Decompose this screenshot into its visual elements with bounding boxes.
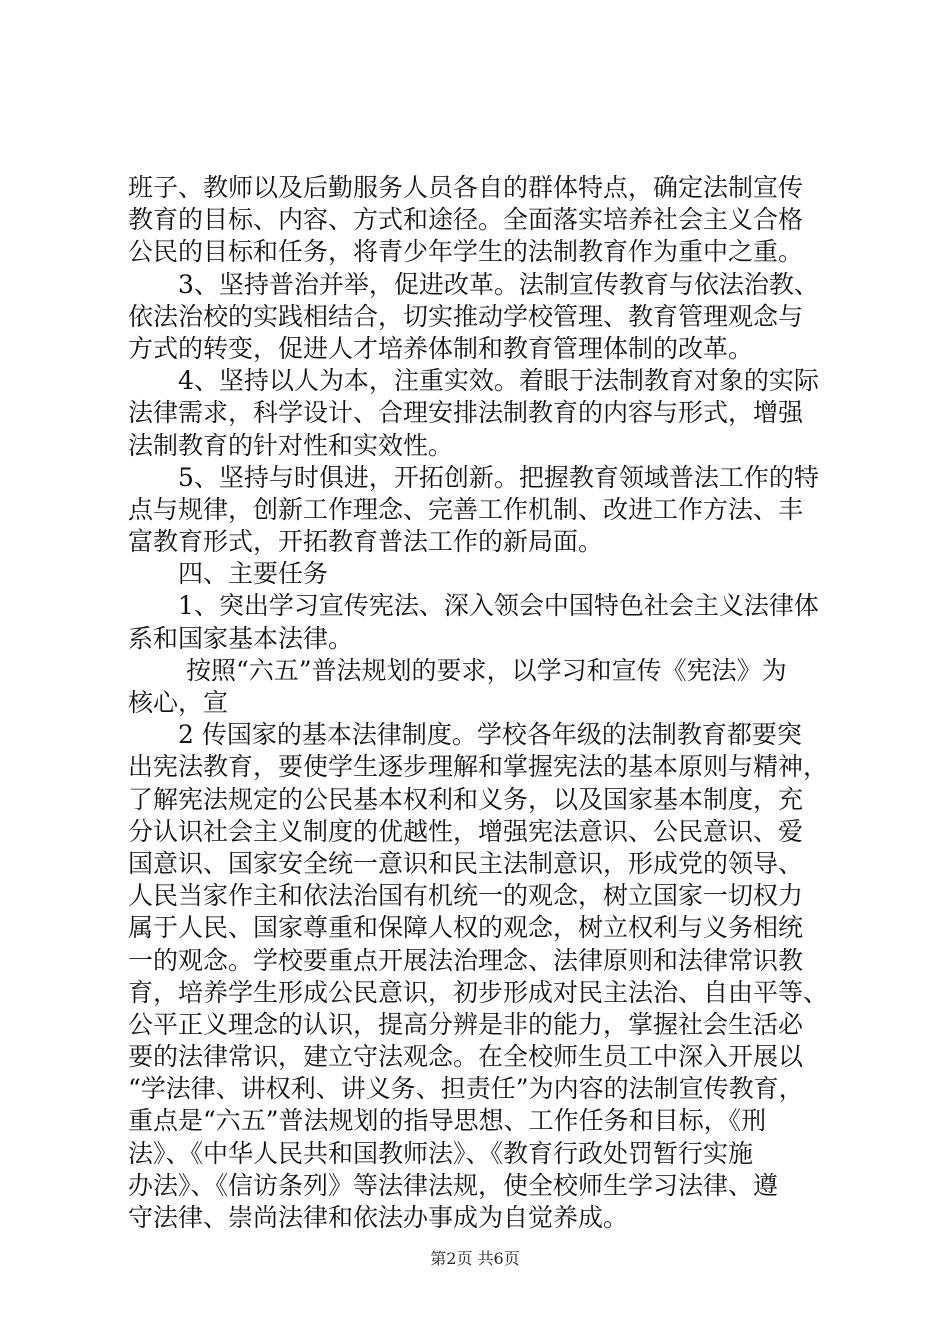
text-line: 公平正义理念的认识，提高分辨是非的能力，掌握社会生活必 (128, 1009, 804, 1039)
text-line: 富教育形式，开拓教育普法工作的新局面。 (128, 527, 604, 557)
section-heading: 四、主要任务 (178, 559, 329, 589)
text-line: 按照“六五”普法规划的要求，以学习和宣传《宪法》为 (186, 655, 787, 685)
text-line: 教育的目标、内容、方式和途径。全面落实培养社会主义合格 (128, 205, 804, 235)
text-line: 育，培养学生形成公民意识，初步形成对民主法治、自由平等、 (128, 977, 829, 1007)
text-line: 守法律、崇尚法律和依法办事成为自觉养成。 (128, 1203, 629, 1232)
text-line: 了解宪法规定的公民基本权利和义务，以及国家基本制度，充 (128, 784, 804, 814)
text-line: 人民当家作主和依法治国有机统一的观念，树立国家一切权力 (128, 881, 804, 911)
text-line: 班子、教师以及后勤服务人员各自的群体特点，确定法制宣传 (128, 173, 804, 202)
text-line: 3、坚持普治并举，促进改革。法制宣传教育与依法治教、 (178, 269, 819, 299)
text-line: 法制教育的针对性和实效性。 (128, 430, 454, 460)
text-line: 法律需求，科学设计、合理安排法制教育的内容与形式，增强 (128, 398, 804, 428)
text-line: 办法》、《信访条列》等法律法规，使全校师生学习法律、遵 (128, 1170, 779, 1200)
text-line: 法》、《中华人民共和国教师法》、《教育行政处罚暂行实施 (128, 1138, 754, 1168)
text-line: 国意识、国家安全统一意识和民主法制意识，形成党的领导、 (128, 848, 804, 878)
text-line: 点与规律，创新工作理念、完善工作机制、改进工作方法、丰 (128, 494, 804, 524)
text-line: “学法律、讲权利、讲义务、担责任”为内容的法制宣传教育， (128, 1074, 804, 1104)
text-line: 属于人民、国家尊重和保障人权的观念，树立权利与义务相统 (128, 913, 804, 943)
text-line: 5、坚持与时俱进，开拓创新。把握教育领域普法工作的特 (178, 462, 819, 492)
text-line: 系和国家基本法律。 (128, 623, 354, 653)
text-line: 公民的目标和任务，将青少年学生的法制教育作为重中之重。 (128, 237, 804, 267)
body-text (128, 172, 828, 1234)
text-line: 核心，宣 (128, 688, 229, 717)
text-line: 要的法律常识，建立守法观念。在全校师生员工中深入开展以 (128, 1042, 804, 1072)
page-number-footer: 第2页 共6页 (430, 1249, 520, 1268)
text-line: 1、突出学习宣传宪法、深入领会中国特色社会主义法律体 (178, 591, 819, 621)
text-line: 一的观念。学校要重点开展法治理念、法律原则和法律常识教 (128, 945, 804, 975)
text-line: 依法治校的实践相结合，切实推动学校管理、教育管理观念与 (128, 301, 804, 331)
text-line: 2 传国家的基本法律制度。学校各年级的法制教育都要突 (178, 720, 802, 750)
text-line: 分认识社会主义制度的优越性，增强宪法意识、公民意识、爱 (128, 816, 804, 846)
text-line: 4、坚持以人为本，注重实效。着眼于法制教育对象的实际 (178, 366, 819, 396)
text-line: 重点是“六五”普法规划的指导思想、工作任务和目标，《刑 (128, 1106, 767, 1136)
text-line: 方式的转变，促进人才培养体制和教育管理体制的改革。 (128, 333, 754, 363)
text-line: 出宪法教育，要使学生逐步理解和掌握宪法的基本原则与精神， (128, 752, 829, 782)
